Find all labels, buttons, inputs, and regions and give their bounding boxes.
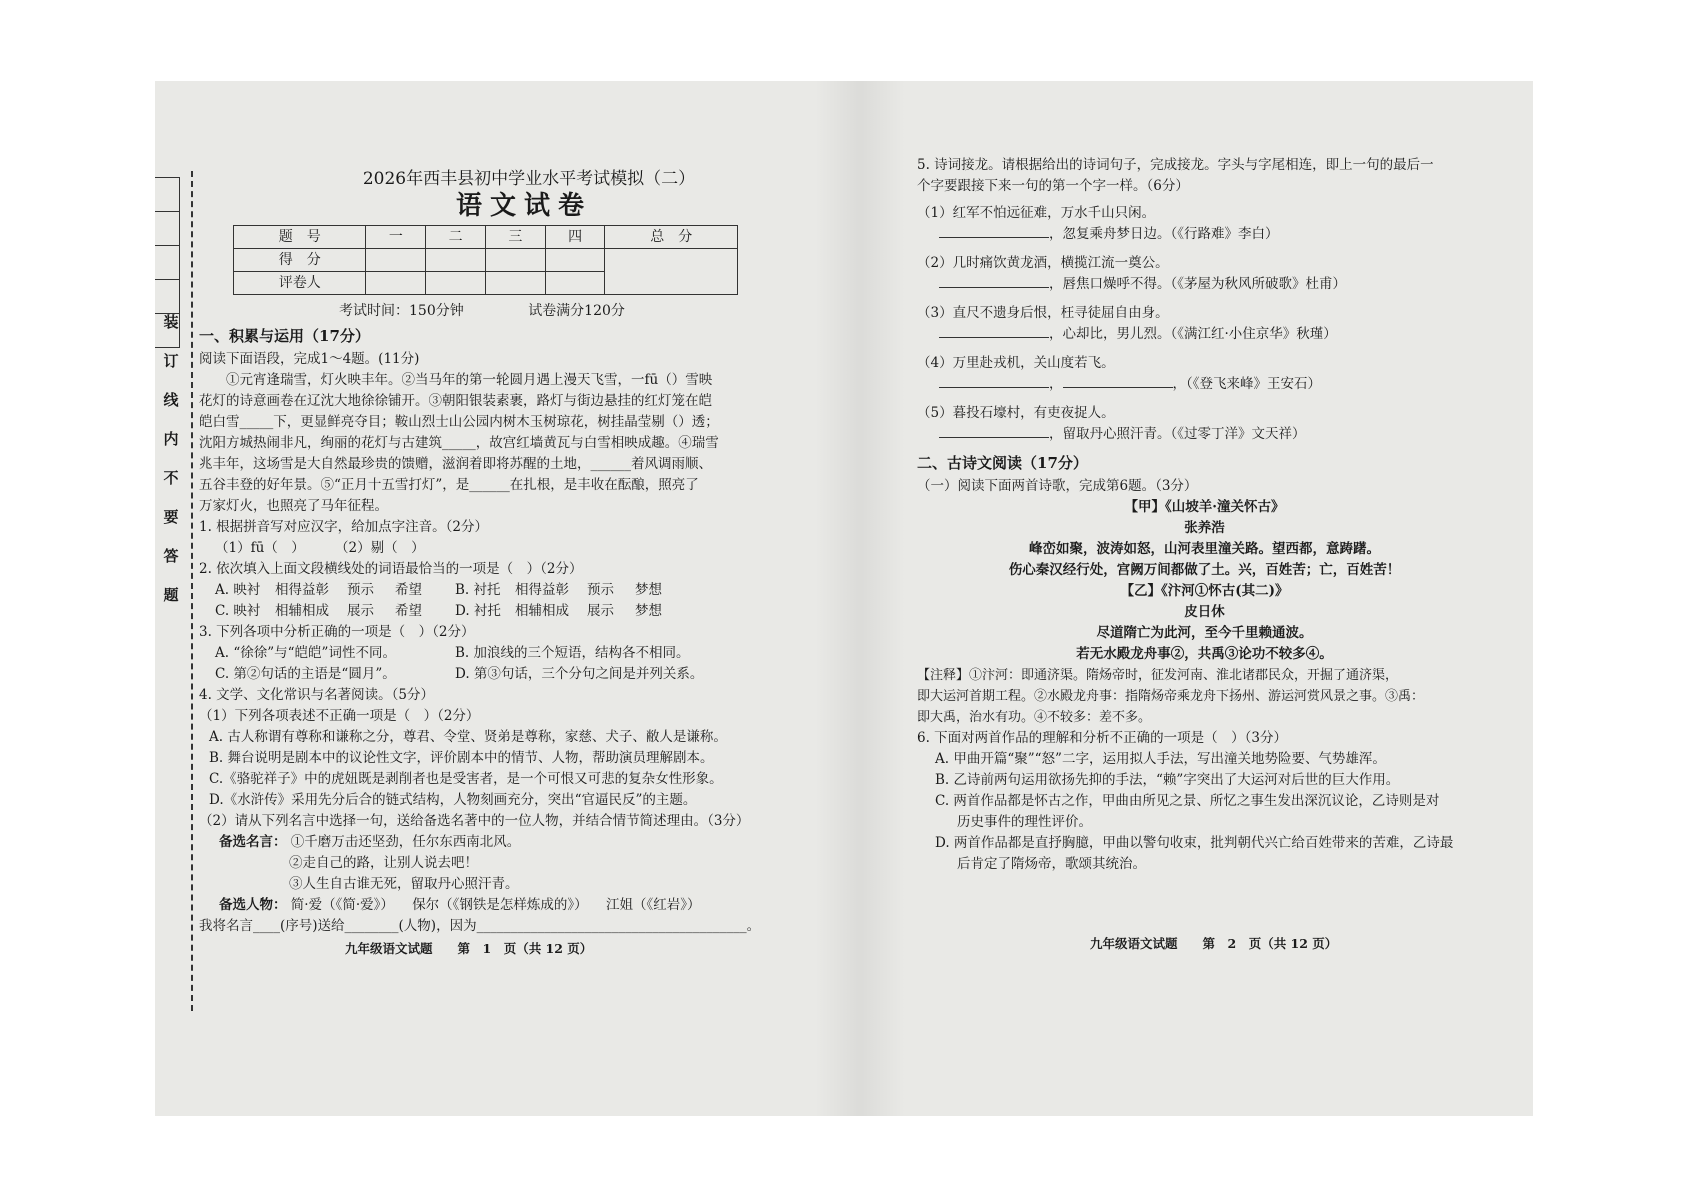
- q3-option: D. 第③句话，三个分句之间是并列关系。: [455, 666, 704, 682]
- score-header: 三: [485, 226, 545, 249]
- q6-option: A. 甲曲开篇“聚”“怒”二字，运用拟人手法，写出潼关地势险要、气势雄浑。: [935, 751, 1386, 767]
- question-1: 1. 根据拼音写对应汉字，给加点字注音。（2分）: [199, 519, 489, 535]
- answer-blank[interactable]: [939, 387, 1049, 388]
- score-header: 题 号: [234, 226, 366, 249]
- quotes-label: 备选名言：: [219, 834, 287, 850]
- poem-line: 伤心秦汉经行处，宫阙万间都做了土。兴，百姓苦；亡，百姓苦！: [1008, 562, 1401, 578]
- chain-given: （4）万里赴戎机，关山度若飞。: [917, 355, 1115, 371]
- person: 保尔（《钢铁是怎样炼成的》）: [412, 897, 588, 913]
- q4-option: B. 舞台说明是剧本中的议论性文字，评价剧本中的情节、人物，帮助演员理解剧本。: [209, 750, 714, 766]
- score-row-label: 得 分: [234, 249, 366, 272]
- binding-line: [191, 171, 193, 1011]
- note-line: 即大运河首期工程。②水殿龙舟事：指隋炀帝乘龙舟下扬州、游运河赏风景之事。③禹：: [917, 689, 1425, 704]
- binding-text: [157, 311, 185, 623]
- question-4-1: （1）下列各项表述不正确一项是（ ）（2分）: [199, 708, 480, 724]
- q6-option: C. 两首作品都是怀古之作，甲曲由所见之景、所忆之事生发出深沉议论，乙诗则是对: [935, 793, 1440, 809]
- binding-char: 要: [163, 508, 179, 526]
- binding-char: 不: [163, 469, 179, 487]
- binding-char: 线: [163, 391, 179, 409]
- poem-author: 皮日休: [1184, 604, 1225, 620]
- poem-author: 张养浩: [1184, 520, 1225, 536]
- exam-time: 考试时间：150分钟: [339, 303, 464, 319]
- question-5: 5. 诗词接龙。请根据给出的诗词句子，完成接龙。字头与字尾相连，即上一句的最后一: [917, 157, 1434, 173]
- paper-title: 语文试卷: [455, 191, 592, 221]
- chain-given: （1）红军不怕远征难，万水千山只闲。: [917, 205, 1156, 221]
- question-4: 4. 文学、文化常识与名著阅读。（5分）: [199, 687, 435, 703]
- chain-given: （5）暮投石壕村，有吏夜捉人。: [917, 405, 1115, 421]
- poem-line: 峰峦如聚，波涛如怒，山河表里潼关路。望西都，意踌躇。: [1029, 541, 1380, 557]
- q2-option: C. 映衬: [215, 603, 261, 619]
- subsection: （一）阅读下面两首诗歌，完成第6题。（3分）: [917, 478, 1198, 494]
- question-6: 6. 下面对两首作品的理解和分析不正确的一项是（ ）（3分）: [917, 730, 1288, 746]
- q6-option: D. 两首作品都是直抒胸臆，甲曲以警句收束，批判朝代兴亡给百姓带来的苦难，乙诗最: [935, 835, 1454, 851]
- score-row-label: 评卷人: [234, 272, 366, 295]
- score-header: 总 分: [605, 226, 738, 249]
- q3-option: B. 加浪线的三个短语，结构各不相同。: [455, 645, 690, 661]
- chain-tail: ，唇焦口燥呼不得。（《茅屋为秋风所破歌》杜甫）: [1049, 276, 1346, 292]
- q4-option: D.《水浒传》采用先分后合的链式结构，人物刻画充分，突出“官逼民反”的主题。: [209, 792, 697, 808]
- section-heading: 一、积累与运用（17分）: [199, 327, 370, 345]
- instruction: 阅读下面语段，完成1～4题。(11分): [199, 351, 420, 367]
- poem-line: 若无水殿龙舟事②，共禹③论功不较多④。: [1076, 646, 1333, 662]
- answer-blank[interactable]: [939, 337, 1049, 338]
- passage-line: 万家灯火，也照亮了马年征程。: [199, 498, 388, 514]
- people-label: 备选人物：: [219, 897, 287, 913]
- passage-line: ①元宵逢瑞雪，灯火映丰年。②当马年的第一轮圆月遇上漫天飞雪，一fū（）雪映: [226, 372, 713, 388]
- binding-char: 订: [163, 352, 179, 370]
- score-table: [233, 225, 738, 295]
- exam-paper-photo: [155, 81, 1533, 1116]
- q1-item: （2）剔（ ）: [335, 540, 425, 556]
- chain-tail: ，留取丹心照汗青。（《过零丁洋》文天祥）: [1049, 426, 1306, 442]
- answer-blank[interactable]: [1063, 387, 1173, 388]
- answer-blank[interactable]: [939, 237, 1049, 238]
- q2-option: A. 映衬: [215, 582, 261, 598]
- q2-option: D. 衬托: [455, 603, 501, 619]
- answer-blank[interactable]: [939, 437, 1049, 438]
- chain-tail: ，忽复乘舟梦日边。（《行路难》李白）: [1049, 226, 1279, 242]
- score-header: 四: [545, 226, 605, 249]
- exam-full-score: 试卷满分120分: [528, 303, 625, 319]
- q4-option: C.《骆驼祥子》中的虎妞既是剥削者也是受害者，是一个可恨又可悲的复杂女性形象。: [209, 771, 723, 787]
- answer-blank[interactable]: [939, 287, 1049, 288]
- passage-line: 沈阳方城热闹非凡，绚丽的花灯与古建筑_____，故宫红墙黄瓦与白雪相映成趣。④瑞雪: [199, 435, 719, 451]
- person: 江姐（《红岩》）: [605, 897, 701, 913]
- exam-meta: [339, 301, 819, 322]
- q1-item: （1）fū（ ）: [215, 540, 305, 556]
- poem-title: 【甲】《山坡羊·潼关怀古》: [1124, 499, 1285, 515]
- q3-option: C. 第②句话的主语是“圆月”。: [215, 666, 396, 682]
- binding-char: 装: [163, 313, 179, 331]
- page-2: 5. 诗词接龙。请根据给出的诗词句子，完成接龙。字头与字尾相连，即上一句的最后一 个字要跟接下来一句的第一个字一样。（6分） （1）红军不怕远征难，万水千山只闲。 ，忽复乘舟梦日边。（《行路难》李白） （2）几时痛饮黄龙酒，横揽江流一奠公。 ，唇焦口燥呼不得。（《茅屋为秋风所破歌》杜甫） （3）直尺不遗身后恨，枉寻徒屈自由身。 ，心却比，男儿烈。（《满江红·小住京华》秋瑾） （4）万里赴戎机，关山度若飞。 ， ，（《登飞来峰》王安石） （5）暮投石壕村，有吏夜捉人。 ，留取丹心照汗青。（《过零丁洋》文天祥） 二、古诗文阅读（17分） （一）阅读下面两首诗歌，完成第6题。（3分） 【甲】《山坡羊·潼关怀古》 张养浩 峰峦如聚，波涛如怒，山河表里潼关路。望西都，意踌躇。 伤心秦汉经行处，宫阙万间都做了土。兴，百姓苦；亡，百姓苦！ 【乙】《汴河①怀古(其二)》 皮日休 尽道隋亡为此河，至今千里赖通波。 若无水殿龙舟事②，共禹③论功不较多④。 【注释】①汴河：即通济渠。隋炀帝时，征发河南、淮北诸郡民众，开掘了通济渠， 即大运河首期工程。②水殿龙舟事：指隋炀帝乘龙舟下扬州、游运河赏风景之事。③禹： 即大禹，治水有功。④不较多：差不多。 6. 下面对两首作品的理解和分析不正确的一项是（ ）（3分） A. 甲曲开篇“聚”“怒”二字，运用拟人手法，写出潼关地势险要、气势雄浑。 B. 乙诗前两句运用欲扬先抑的手法，“赖”字突出了大运河对后世的巨大作用。 C. 两首作品都是怀古之作，甲曲由所见之景、所忆之事生发出深沉议论，乙诗则是对 历史事件的理性评价。 D. 两首作品都是直抒胸臆，甲曲以警句收束，批判朝代兴亡给百姓带来的苦难，乙诗最 后肯定了隋炀帝，歌颂其统治。: [917, 155, 1492, 875]
- q3-option: A. “徐徐”与“皑皑”词性不同。: [215, 645, 396, 661]
- binding-char: 内: [163, 430, 179, 448]
- chain-tail: ，（《登飞来峰》王安石）: [1172, 376, 1321, 392]
- note-line: 【注释】①汴河：即通济渠。隋炀帝时，征发河南、淮北诸郡民众，开掘了通济渠，: [917, 668, 1399, 683]
- q2-options-row: C. 映衬 相辅相成 展示 希望 D. 衬托 相辅相成 展示 梦想: [199, 601, 819, 622]
- exam-title: 2026年西丰县初中学业水平考试模拟（二）: [362, 169, 696, 189]
- score-header: 一: [366, 226, 426, 249]
- passage-line: 皑白雪_____下，更显鲜亮夺目；鞍山烈士山公园内树木玉树琼花，树挂晶莹剔（）透；: [199, 414, 719, 430]
- question-4-2: （2）请从下列名言中选择一句，送给备选名著中的一位人物，并结合情节简述理由。（3分）: [199, 813, 750, 829]
- quote: ①千磨万击还坚劲，任尔东西南北风。: [290, 834, 521, 850]
- page-2-footer: 九年级语文试题 第 2 页（共 12 页）: [1090, 936, 1338, 951]
- poem-line: 尽道隋亡为此河，至今千里赖通波。: [1096, 625, 1313, 641]
- quote: ②走自己的路，让别人说去吧！: [289, 855, 478, 871]
- chain-given: （3）直尺不遗身后恨，枉寻徒屈自由身。: [917, 305, 1169, 321]
- question-2: 2. 依次填入上面文段横线处的词语最恰当的一项是（ ）（2分）: [199, 561, 583, 577]
- chain-given: （2）几时痛饮黄龙酒，横揽江流一奠公。: [917, 255, 1169, 271]
- page-1-footer: 九年级语文试题 第 1 页（共 12 页）: [345, 941, 593, 956]
- binding-char: 答: [163, 547, 179, 565]
- note-line: 即大禹，治水有功。④不较多：差不多。: [917, 710, 1152, 725]
- passage-line: 兆丰年，这场雪是大自然最珍贵的馈赠，滋润着即将苏醒的土地，______着风调雨顺、: [199, 456, 712, 472]
- q2-options-row: A. 映衬 相得益彰 预示 希望 B. 衬托 相得益彰 预示 梦想: [199, 580, 819, 601]
- passage-line: 花灯的诗意画卷在辽沈大地徐徐铺开。③朝阳银装素裹，路灯与街边悬挂的红灯笼在皑: [199, 393, 712, 409]
- chain-tail: ，心却比，男儿烈。（《满江红·小住京华》秋瑾）: [1049, 326, 1337, 342]
- question-5-cont: 个字要跟接下来一句的第一个字一样。（6分）: [917, 178, 1189, 194]
- q6-option-cont: 后肯定了隋炀帝，歌颂其统治。: [957, 856, 1146, 872]
- q6-option-cont: 历史事件的理性评价。: [957, 814, 1092, 830]
- binding-char: 题: [163, 586, 179, 604]
- question-3: 3. 下列各项中分析正确的一项是（ ）（2分）: [199, 624, 475, 640]
- section-heading: 二、古诗文阅读（17分）: [917, 454, 1088, 472]
- q4-option: A. 古人称谓有尊称和谦称之分，尊君、令堂、贤弟是尊称，家慈、犬子、敝人是谦称。: [209, 729, 727, 745]
- poem-title: 【乙】《汴河①怀古(其二)》: [1120, 583, 1289, 599]
- page-1: [199, 169, 819, 937]
- person: 简·爱（《简·爱》）: [290, 897, 394, 913]
- answer-line: 我将名言____(序号)送给________(人物)，因为________________________________________。: [199, 918, 761, 934]
- quote: ③人生自古谁无死，留取丹心照汗青。: [289, 876, 519, 892]
- passage-line: 五谷丰登的好年景。⑤“正月十五雪打灯”，是______在扎根，是丰收在酝酿，照亮了: [199, 477, 699, 493]
- question-1-items: [199, 538, 819, 559]
- q2-option: B. 衬托: [455, 582, 501, 598]
- q6-option: B. 乙诗前两句运用欲扬先抑的手法，“赖”字突出了大运河对后世的巨大作用。: [935, 772, 1400, 788]
- score-header: 二: [426, 226, 486, 249]
